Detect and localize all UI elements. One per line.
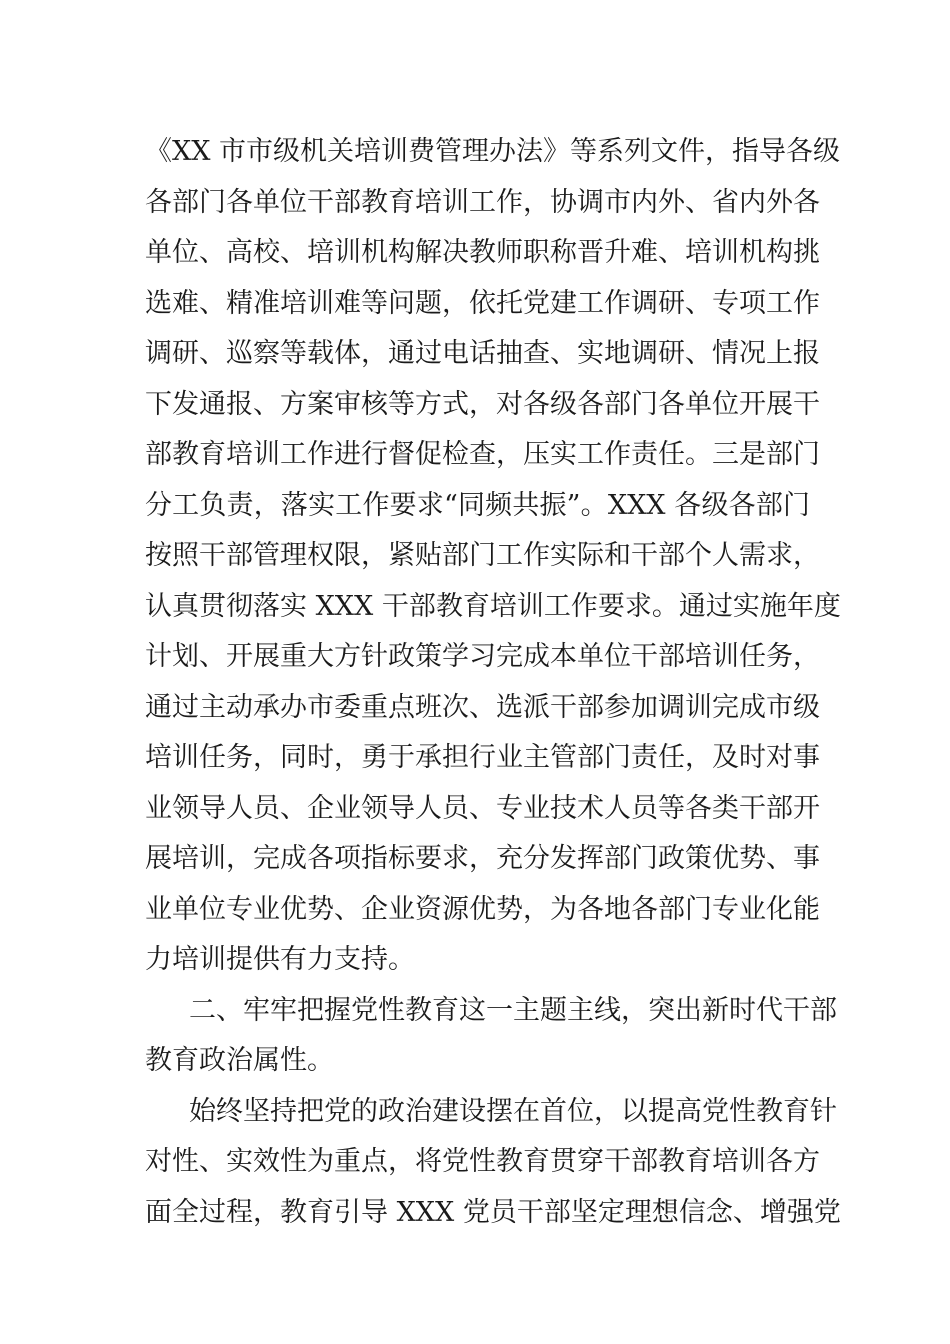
body-line: 调研、巡察等载体，通过电话抽查、实地调研、情况上报: [145, 338, 820, 369]
body-line: 展培训，完成各项指标要求，充分发挥部门政策优势、事: [145, 843, 820, 874]
body-line: 选难、精准培训难等问题，依托党建工作调研、专项工作: [145, 287, 820, 319]
body-line: 计划、开展重大方针政策学习完成本单位干部培训任务，: [145, 641, 820, 672]
document-body: [145, 127, 841, 1238]
body-line: 认真贯彻落实 XXX 干部教育培训工作要求。通过实施年度: [145, 590, 841, 622]
section-heading-line: 教育政治属性。: [145, 1045, 334, 1076]
body-line: 培训任务，同时，勇于承担行业主管部门责任，及时对事: [145, 742, 820, 773]
body-line: 业领导人员、企业领导人员、专业技术人员等各类干部开: [145, 792, 820, 824]
body-line: 部教育培训工作进行督促检查，压实工作责任。三是部门: [145, 439, 820, 470]
body-line: 通过主动承办市委重点班次、选派干部参加调训完成市级: [145, 691, 820, 723]
body-line: 面全过程，教育引导 XXX 党员干部坚定理想信念、增强党: [145, 1196, 841, 1228]
body-line: 对性、实效性为重点，将党性教育贯穿干部教育培训各方: [145, 1146, 820, 1177]
body-line: 力培训提供有力支持。: [145, 944, 415, 975]
body-line: 始终坚持把党的政治建设摆在首位，以提高党性教育针: [189, 1095, 837, 1127]
body-line: 业单位专业优势、企业资源优势，为各地各部门专业化能: [145, 893, 820, 925]
body-line: 《XX 市市级机关培训费管理办法》等系列文件，指导各级: [145, 136, 841, 167]
body-line: 按照干部管理权限，紧贴部门工作实际和干部个人需求，: [145, 540, 820, 571]
body-line: 单位、高校、培训机构解决教师职称晋升难、培训机构挑: [145, 237, 820, 268]
section-heading-line: 二、牢牢把握党性教育这一主题主线，突出新时代干部: [189, 994, 837, 1026]
body-line: 各部门各单位干部教育培训工作，协调市内外、省内外各: [145, 186, 820, 218]
body-line: 分工负责，落实工作要求“同频共振”。XXX 各级各部门: [145, 489, 810, 521]
body-line: 下发通报、方案审核等方式，对各级各部门各单位开展干: [145, 388, 820, 420]
